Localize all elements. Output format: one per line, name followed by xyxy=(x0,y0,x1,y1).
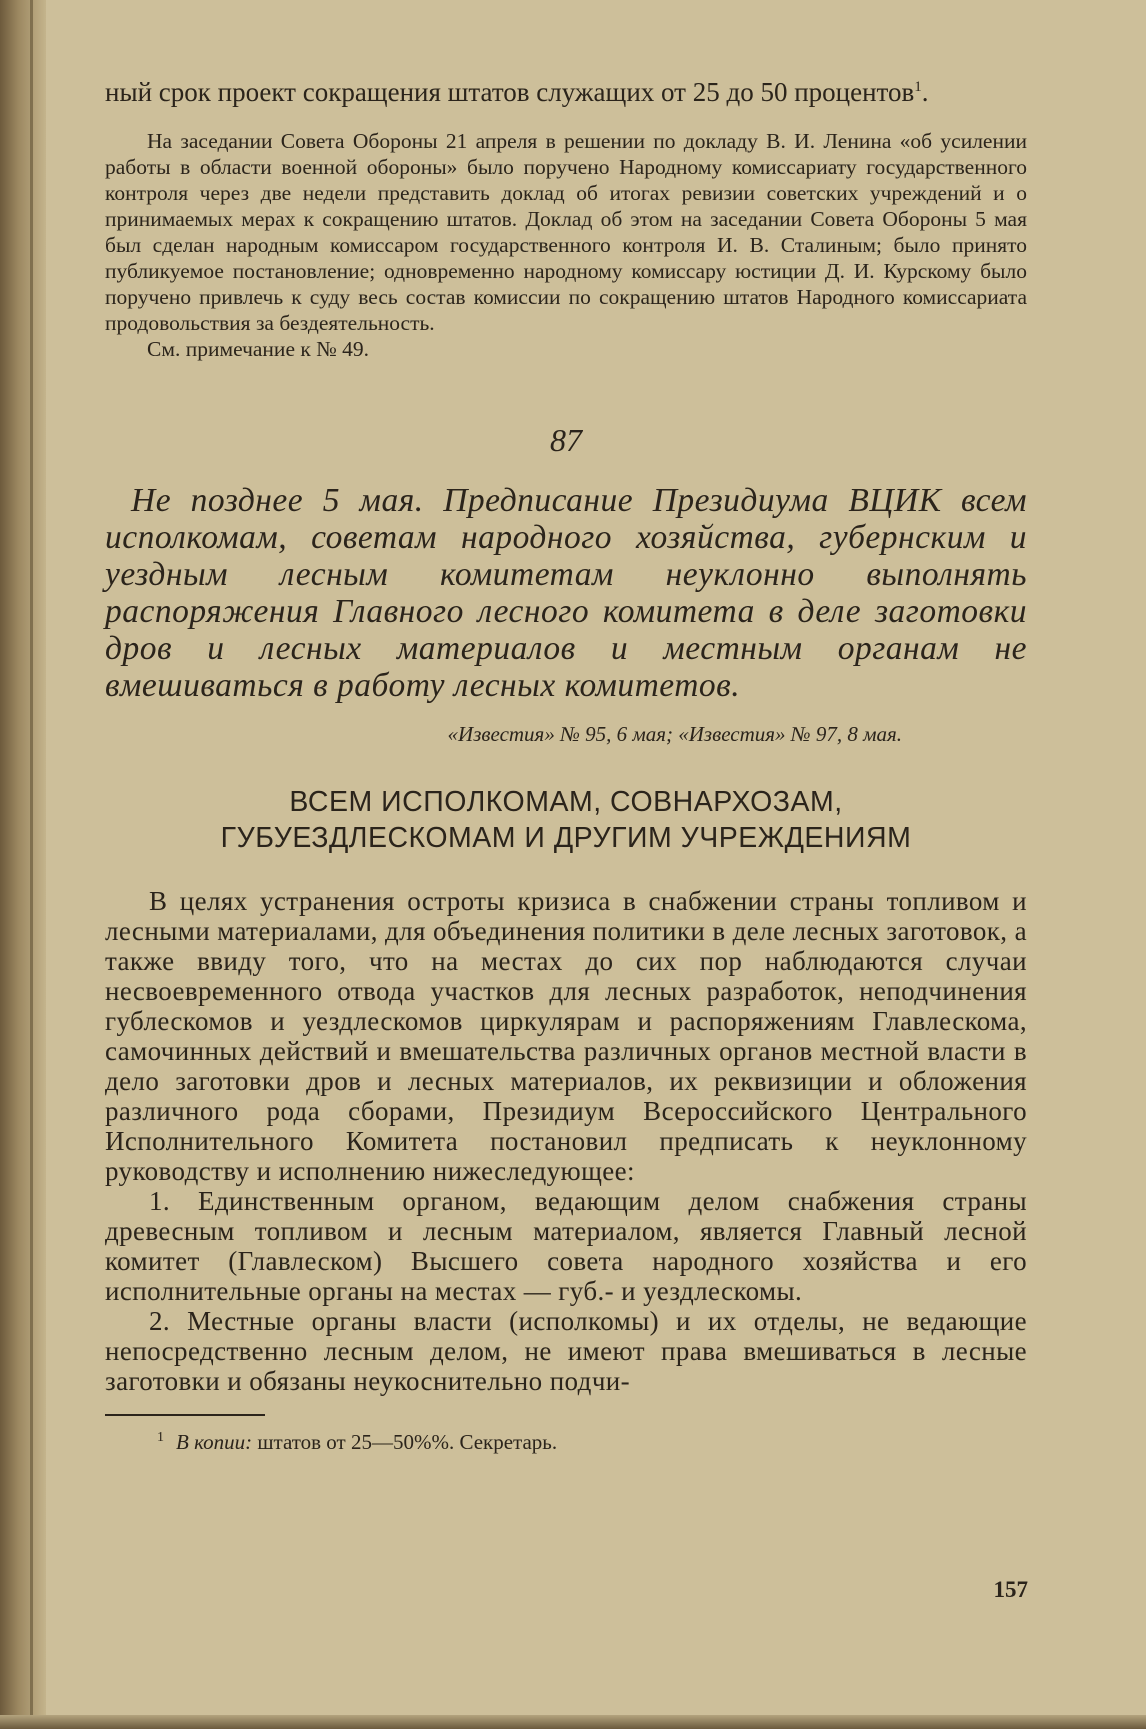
body-paragraph-point-2: 2. Местные органы власти (исполкомы) и их отделы, не ведающие непосредственно лесным делом, не имеют права вмешиваться в лесные заготовки и обязаны неукоснительно подчи- xyxy=(105,1306,1027,1396)
footnote-mark: 1 xyxy=(157,1430,164,1445)
lead-paragraph: ный срок проект сокращения штатов служащих от 25 до 50 процентов$^1$. xyxy=(105,77,929,107)
document-heading xyxy=(105,784,1027,856)
body-paragraph-point-1: 1. Единственным органом, ведающим делом снабжения страны древесным топливом и лесным материалом, является Главный лесной комитет (Главлеском) Высшего совета народного хозяйства и его исполнительные органы на местах — губ.- и уездлескомы. xyxy=(105,1186,1027,1306)
footnote-divider xyxy=(105,1414,265,1416)
editorial-note: На заседании Совета Обороны 21 апреля в решении по докладу В. И. Ленина «об усилении работы в области военной обороны» было поручено Народному комиссариату государственного контроля через две недели представить доклад об итогах ревизии советских учреждений и о принимаемых мерах к сокращению штатов. Доклад об этом на заседании Совета Обороны 5 мая был сделан народным комиссаром государственного контроля И. В. Сталиным; было принято публикуемое постановление; одновременно народному комиссару юстиции Д. И. Курскому было поручено привлечь к суду весь состав комиссии по сокращению штатов Народного комиссариата продовольствия за бездеятельность. xyxy=(105,129,1027,335)
footnote-label: В копии: xyxy=(176,1430,253,1454)
page-number: 157 xyxy=(993,1577,1028,1602)
document-source: «Известия» № 95, 6 мая; «Известия» № 97, 8 мая. xyxy=(447,722,902,746)
footnote-text: штатов от 25—50%%. Секретарь. xyxy=(257,1430,558,1454)
see-also-note: См. примечание к № 49. xyxy=(147,337,369,361)
page-content xyxy=(105,70,1027,1456)
heading-line-2: ГУБУЕЗДЛЕСКОМАМ И ДРУГИМ УЧРЕЖДЕНИЯМ xyxy=(220,822,912,854)
binding-edge xyxy=(30,0,33,1729)
footnote-reference: 1 xyxy=(914,79,922,95)
heading-line-1: ВСЕМ ИСПОЛКОМАМ, СОВНАРХОЗАМ, xyxy=(289,786,843,818)
footnote xyxy=(105,1424,1027,1456)
lead-text: ный срок проект сокращения штатов служащих от 25 до 50 процентов xyxy=(105,77,915,107)
page-bottom-edge xyxy=(0,1715,1146,1729)
page-gutter-shadow xyxy=(0,0,46,1729)
document-number: 87 xyxy=(550,422,582,458)
body-paragraph-preamble: В целях устранения остроты кризиса в снабжении страны топливом и лесными материалами, для объединения политики в деле лесных заготовок, а также ввиду того, что на местах до сих пор наблюдаются случаи несвоевременного отвода участков для лесных разработок, неподчинения гублескомов и уездлескомов циркулярам и распоряжениям Главлескома, самочинных действий и вмешательства различных органов местной власти в дело заготовки дров и лесных материалов, их реквизиции и обложения различного рода сборами, Президиум Всероссийского Центрального Исполнительного Комитета постановил предписать к неуклонному руководству и исполнению нижеследующее: xyxy=(105,886,1027,1186)
document-title: Не позднее 5 мая. Предписание Президиума ВЦИК всем исполкомам, советам народного хозяйства, губернским и уездным лесным комитетам неуклонно выполнять распоряжения Главного лесного комитета в деле заготовки дров и лесных материалов и местным органам не вмешиваться в работу лесных комитетов. xyxy=(105,482,1027,704)
